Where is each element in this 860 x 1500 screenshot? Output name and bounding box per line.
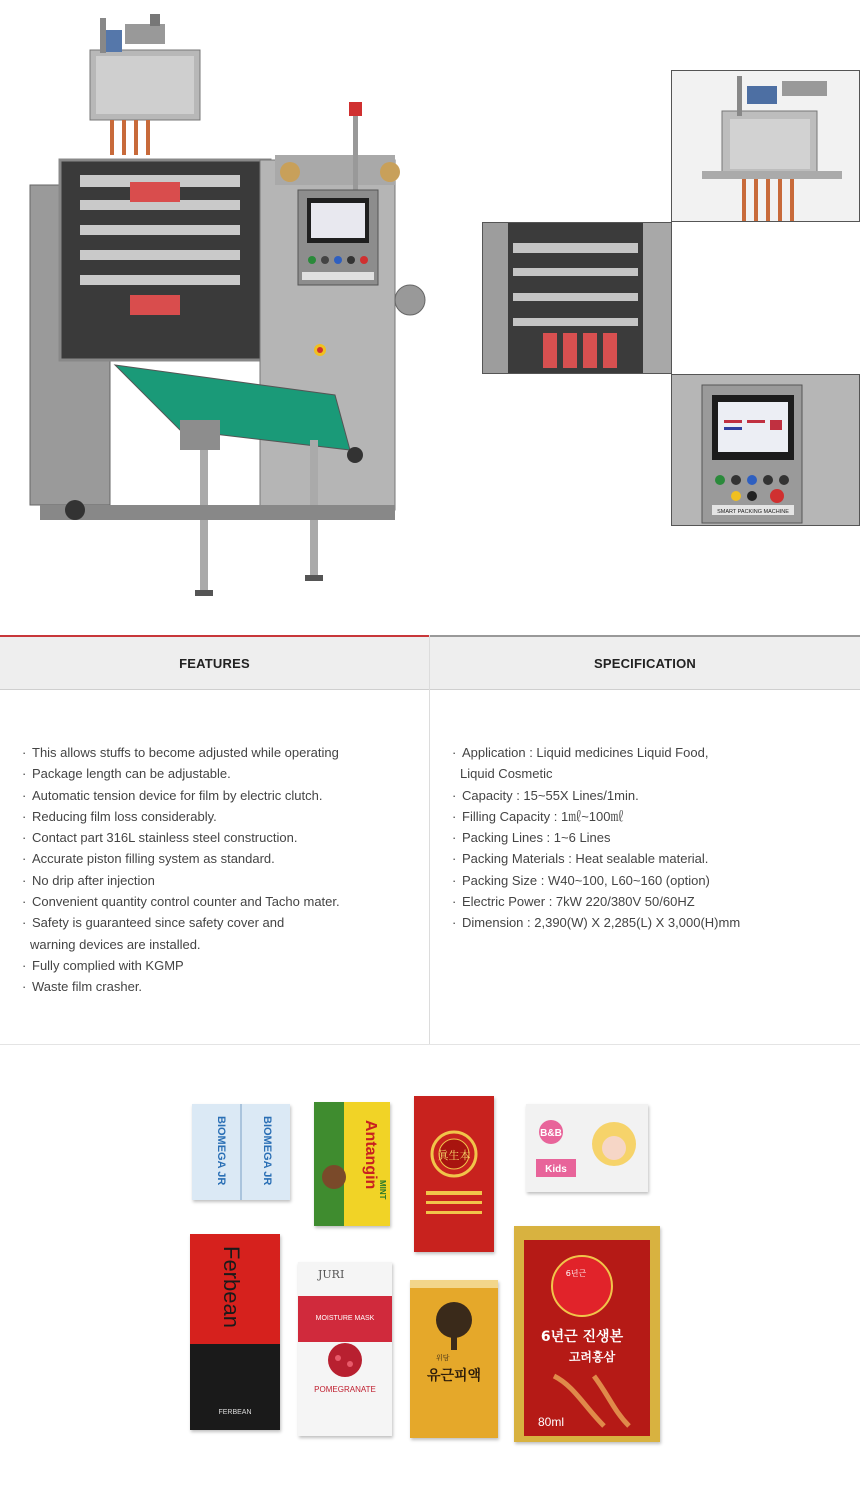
features-item: · Safety is guaranteed since safety cover and [22,915,285,931]
ginseng-volume-text: 80ml [538,1415,565,1429]
features-item: · Convenient quantity control counter and Tacho mater. [22,894,340,910]
juri-pomegranate-text: POMEGRANATE [314,1385,376,1394]
pouch-juri [298,1262,392,1436]
packing-machine-illustration [20,10,440,610]
spec-item: · Packing Size : W40~100, L60~160 (option) [452,872,710,888]
pouch-jinsaengbon [414,1096,494,1252]
spec-item: · Filling Capacity : 1㎖~100㎖ [452,808,624,824]
sealing-detail-image [483,223,671,373]
thumbnail-control-panel[interactable] [671,374,860,526]
yugeun-top-text: 위담 [436,1354,450,1362]
spec-item: · Electric Power : 7kW 220/380V 50/60HZ [452,894,695,910]
bb-kids-text: Kids [545,1164,567,1175]
juri-text: JURI [318,1268,345,1281]
features-item: · Contact part 316L stainless steel construction. [22,830,298,846]
spec-item: · Capacity : 15~55X Lines/1min. [452,787,639,803]
pouch-antangin [314,1102,390,1226]
pouch-biomega [192,1104,290,1200]
hopper-detail-image [672,71,859,221]
features-item: · No drip after injection [22,872,155,888]
juri-moisture-text: MOISTURE MASK [315,1315,375,1322]
features-item: · Automatic tension device for film by electric clutch. [22,787,323,803]
specification-column [430,635,860,1045]
features-item: · Package length can be adjustable. [22,766,231,782]
antangin-text: Antangin [362,1120,379,1190]
control-panel-detail-image [672,375,859,525]
features-item: · Accurate piston filling system as standard. [22,851,275,867]
spec-item-continuation: Liquid Cosmetic [460,766,553,782]
biomega-text-right: BIOMEGA JR [261,1116,273,1186]
thumbnail-sealing-unit[interactable] [482,222,672,374]
spec-item: · Packing Materials : Heat sealable material. [452,851,709,867]
yugeun-text: 유근피액 [426,1368,482,1384]
pouch-bb-kids [526,1104,648,1192]
ginseng-badge-text: 6년근 [565,1269,587,1278]
specification-list [452,742,740,934]
pouch-ferbean [190,1234,280,1430]
features-heading: FEATURES [0,635,429,690]
ginseng-sub-text: 고려홍삼 [568,1350,616,1364]
features-list [22,742,340,998]
features-column [0,635,429,1045]
pouch-ginseng [514,1226,660,1442]
panel-label: SMART PACKING MACHINE [717,509,789,515]
spec-item: · Packing Lines : 1~6 Lines [452,830,611,846]
thumbnail-hopper[interactable] [671,70,860,222]
sample-products [0,1080,860,1460]
ferbean-text: Ferbean [219,1246,244,1328]
features-item: · This allows stuffs to become adjusted while operating [22,745,339,760]
biomega-text-left: BIOMEGA JR [215,1116,227,1186]
pouch-yugeun [410,1280,498,1438]
spec-item: · Dimension : 2,390(W) X 2,285(L) X 3,000(H)mm [452,915,741,931]
jinsaengbon-text: 眞生本 [437,1149,471,1162]
features-item-continuation: warning devices are installed. [30,936,201,952]
spec-item: · Application : Liquid medicines Liquid Food, [452,745,709,760]
hero-section [0,0,860,620]
features-item: · Fully complied with KGMP [22,957,184,973]
info-section [0,635,860,1045]
ferbean-small-text: FERBEAN [218,1409,252,1416]
features-item: · Reducing film loss considerably. [22,808,217,824]
features-item: · Waste film crasher. [22,979,143,995]
section-bottom-line [0,1044,860,1045]
bb-logo-text: B&B [540,1128,562,1139]
antangin-mint-text: MINT [378,1180,387,1200]
machine-main-image [20,10,440,610]
ginseng-title-text: 6년근 진생본 [540,1329,624,1345]
specification-heading: SPECIFICATION [430,635,860,690]
